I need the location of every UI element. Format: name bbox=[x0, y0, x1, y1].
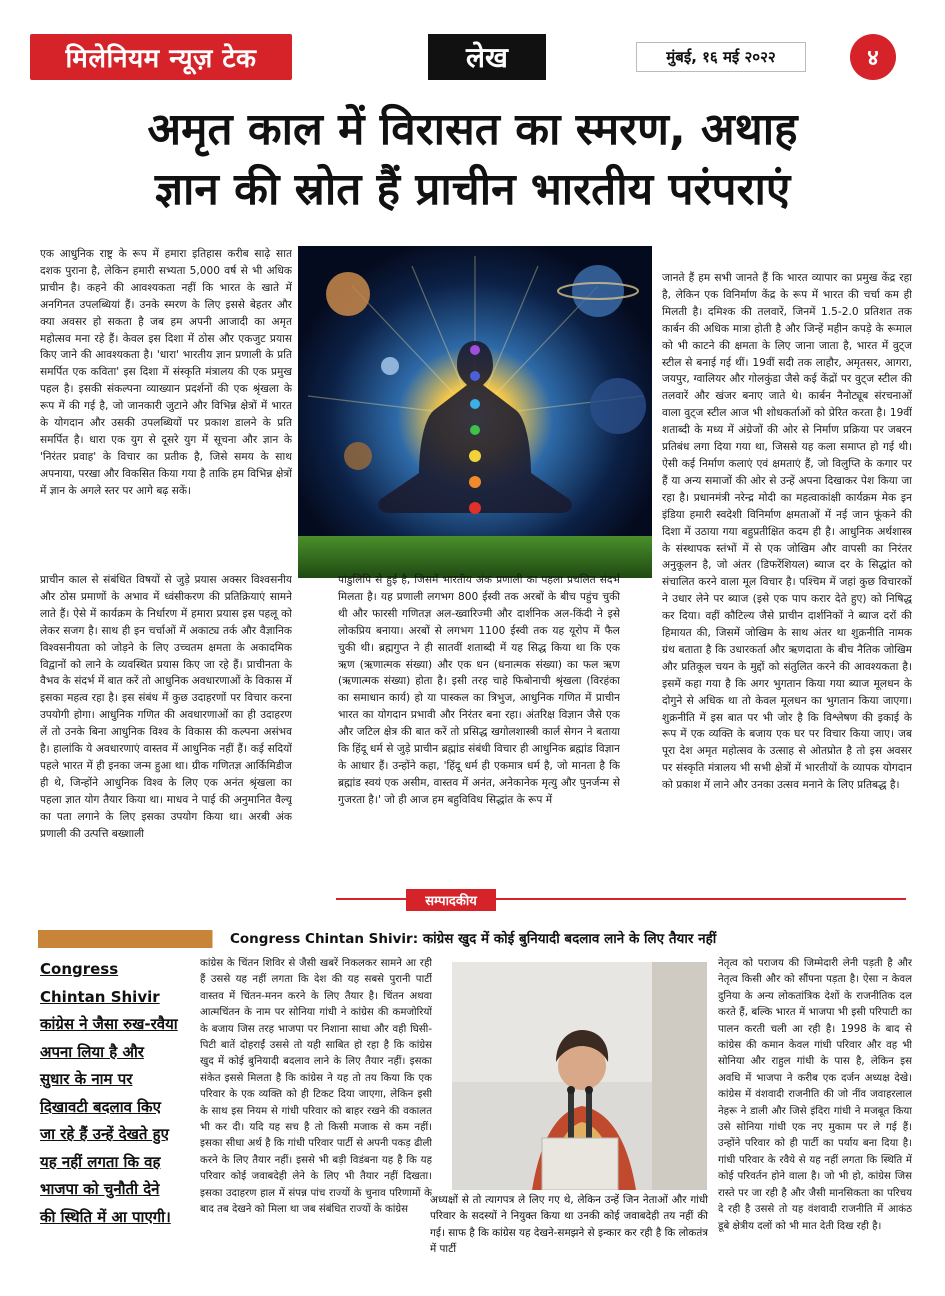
article-column-1-bottom bbox=[40, 572, 292, 872]
brand-logo bbox=[30, 34, 292, 80]
editorial-text: कांग्रेस के चिंतन शिविर से जैसी खबरें निकलकर सामने आ रही हैं उससे यह नहीं लगता कि देश की यह सबसे पुरानी पार्टी वास्तव में चिंतन-मनन करने के लिए तैयार है। चिंतन अथवा आत्मचिंतन के नाम पर सोनिया गांधी ने कांग्रेस की कमजोरियों के बजाय जिस तरह भाजपा पर निशाना साधा और वही घिसी-पिटी बातें दोहराईं उससे तो यही साबित हो रहा है कि कांग्रेस खुद में कोई बुनियादी बदलाव लाने के लिए तैयार नहीं। इसका संकेत इससे मिलता है कि कांग्रेस ने यह तो तय किया कि एक परिवार के एक व्यक्ति को ही टिकट दिया जाएगा, लेकिन इसी के साथ इस नियम से गांधी परिवार को बाहर रखने की वकालत भी कर दी। यदि यह सच है तो किसी मजाक से कम नहीं। इसका सीधा अर्थ है कि गांधी परिवार पार्टी से अपनी पकड़ ढीली करने के लिए तैयार नहीं। इससे भी बड़ी विडंबना यह है कि यह परिवार कोई जवाबदेही लेने के लिए भी तैयार नहीं दिखता। इसका उदाहरण हाल में संपन्न पांच राज्यों के चुनाव परिणामों के बाद तब देखने को मिला था जब संबंधित राज्यों के कांग्रेस bbox=[200, 958, 432, 1216]
article-column-2 bbox=[338, 572, 620, 874]
article-text: एक आधुनिक राष्ट्र के रूप में हमारा इतिहास करीब साढ़े सात दशक पुराना है, लेकिन हमारी सभ्यता 5,000 वर्ष से भी अधिक प्राचीन है। कहने की आवश्यकता नहीं कि भारत के खाते में अनगिनत उपलब्धियां हैं। उनके स्मरण के लिए इससे बेहतर और क्या अवसर हो सकता है जब हम अपनी आजादी का अमृत महोत्सव मना रहे हैं। केवल इस दिशा में ठोस और एकजुट प्रयास किए जाने की आवश्यकता है। 'धारा' भारतीय ज्ञान प्रणाली के प्रति समर्पित एक कविता' इस दिशा में संस्कृति मंत्रालय की एक प्रमुख पहल है। इसकी संकल्पना व्याख्यान प्रदर्शनों की एक श्रृंखला के रूप में की गई है, जो जानकारी जुटाने और विभिन्न क्षेत्रों में भारत के योगदान और उसकी उपलब्धियों पर प्रकाश डालने के प्रति समर्पित है। धारा एक युग से दूसरे युग में सूचना और ज्ञान के 'निरंतर प्रवाह' के विचार का प्रतीक है, जिसे समय के साथ अपनाया, परखा और विकसित किया गया है ताकि हम विभिन्न क्षेत्रों में ज्ञान के अगले स्तर पर आगे बढ़ सकें। bbox=[40, 248, 292, 497]
edition-date: मुंबई, १६ मई २०२२ bbox=[636, 42, 806, 72]
speaker-photo bbox=[452, 962, 707, 1190]
article-text: प्राचीन काल से संबंधित विषयों से जुड़े प्रयास अक्सर विश्वसनीय और ठोस प्रमाणों के अभाव में ध्वंसीकरण की प्रतिक्रियाएं सामने लाते हैं। ऐसे में कार्यक्रम के निर्धारण में हमारा प्रयास इस पहलू को लेकर सजग है। साथ ही इन चर्चाओं में अकाट्य तर्क और वैज्ञानिक विश्वसनीयता को जोड़ने के लिए उच्चतम क्षमता के अकादमिक विद्वानों को लाने के व्यवस्थित प्रयास किए जा रहे हैं। प्राचीनता के वैभव के संदर्भ में बात करें तो आधुनिक अवधारणाओं के विकास में इसका महत्व रहा है। इस संबंध में कुछ उदाहरणों पर विचार करना उपयोगी होगा। आधुनिक गणित की अवधारणाओं का ही उदाहरण लें तो उनके बिना आधुनिक विश्व के विकास की कल्पना असंभव है। हालांकि ये अवधारणाएं वास्तव में आधुनिक नहीं हैं। कई सदियों पहले भारत में ही इनका जन्म हुआ था। ग्रीक गणितज्ञ आर्किमिडीज ही थे, जिन्होंने आधुनिक विश्व के लिए एक अनंत श्रृंखला का पहला ज्ञात योग तैयार किया था। माधव ने पाई की अनुमानित वैल्यू का पता लगाने के लिए इसका उपयोग किया था। अरबी अंक प्रणाली की उत्पत्ति बख्शाली bbox=[40, 574, 292, 840]
editorial-column-b bbox=[430, 1192, 708, 1257]
editorial-pull-quote bbox=[40, 956, 178, 1231]
article-column-3 bbox=[662, 270, 912, 878]
pull-quote-head: Congress Chintan Shivir bbox=[40, 960, 160, 1006]
meditation-chakra-image bbox=[298, 246, 652, 578]
speaker-photo-image bbox=[452, 962, 707, 1190]
article-text: पांडुलिपि से हुई है, जिसमें भारतीय अंक प्रणाली का पहला प्रचलित संदर्भ मिलता है। यह प्रणाली लगभग 800 ईस्वी तक अरबों के बीच पहुंच चुकी थी और फारसी गणितज्ञ अल-ख्वारिज्मी और दार्शनिक अल-किंदी ने इसे लोकप्रिय बनाया। अरबों से लगभग 1100 ईस्वी तक यह यूरोप में फैल चुकी थी। ब्रह्मगुप्त ने ही सातवीं शताब्दी में यह सिद्ध किया था कि एक ऋण (ऋणात्मक संख्या) और एक धन (धनात्मक संख्या) का फल ऋण (ऋणात्मक संख्या) होता है। इसी तरह चाहे फिबोनाची श्रृंखला (विरहंका का समाधान कार्य) हो या पास्कल का त्रिभुज, आधुनिक गणित में प्राचीन भारत का योगदान प्रभावी और निरंतर बना रहा। अंतरिक्ष विज्ञान जैसे एक और जटिल क्षेत्र की बात करें तो प्रसिद्ध खगोलशास्त्री कार्ल सेगन ने बताया कि हिंदू धर्म से जुड़े प्राचीन ब्रह्मांड संबंधी विचार ही आधुनिक ब्रह्मांड विज्ञान के आधार हैं। उन्होंने कहा, 'हिंदू धर्म ही एकमात्र धर्म है, जो मानता है कि ब्रह्मांड स्वयं एक असीम, वास्तव में अनंत, अनेकानेक मृत्यु और पुनर्जन्म से गुजरता है।' जो ही आज हम बहुविविध सिद्धांत के रूप में bbox=[338, 574, 620, 806]
brand-name: मिलेनियम न्यूज़ टेक bbox=[65, 44, 257, 74]
main-headline bbox=[20, 100, 925, 220]
editorial-column-c bbox=[718, 956, 912, 1256]
page-number: ४ bbox=[850, 34, 896, 80]
pull-quote-body: कांग्रेस ने जैसा रुख-रवैया अपना लिया है और सुधार के नाम पर दिखावटी बदलाव किए जा रहे हैं उन्हें देखते हुए यह नहीं लगता कि वह भाजपा को चुनौती देने की स्थिति में आ पाएगी। bbox=[40, 1015, 178, 1226]
editorial-tag: सम्पादकीय bbox=[406, 889, 496, 911]
editorial-title: Congress Chintan Shivir: कांग्रेस खुद में कोई बुनियादी बदलाव लाने के लिए तैयार नहीं bbox=[230, 931, 717, 947]
meditation-illustration bbox=[298, 246, 652, 578]
article-column-1-top bbox=[40, 246, 292, 568]
section-label bbox=[428, 34, 546, 80]
editorial-text: अध्यक्षों से तो त्यागपत्र ले लिए गए थे, लेकिन उन्हें जिन नेताओं और गांधी परिवार के सदस्यों ने नियुक्त किया था उनकी कोई जवाबदेही तय नहीं की गई। साफ है कि कांग्रेस यह देखने-समझने से इन्कार कर रही है कि लोकतंत्र में पार्टी bbox=[430, 1194, 708, 1255]
headline-line-1: अमृत काल में विरासत का स्मरण, अथाह bbox=[147, 104, 798, 155]
article-text: जानते हैं हम सभी जानते हैं कि भारत व्यापार का प्रमुख केंद्र रहा है, लेकिन एक विनिर्माण केंद्र के रूप में भारत की चर्चा कम ही मिलती है। दमिश्क की तलवारें, जिनमें 1.5-2.0 प्रतिशत तक कार्बन की अधिक मात्रा होती है और जिन्हें महीन कपड़े के रूमाल को भी काटने की क्षमता के लिए जाना जाता है, भारत में वुट्ज स्टील से बनाई गई थीं। 19वीं सदी तक लाहौर, अमृतसर, आगरा, जयपुर, ग्वालियर और गोलकुंडा जैसे कई केंद्रों पर वुट्ज स्टील की तलवारें और खंजर बनाए जाते थे। कार्बन नैनोट्यूब संरचनाओं वाला वुट्ज स्टील आज भी शोधकर्ताओं को प्रेरित करता है। 19वीं शताब्दी के मध्य में अंग्रेजों की ओर से निर्माण प्रक्रिया पर जबरन प्रतिबंध लगा दिया गया था, जिससे यह कला समाप्त हो गई थी। ऐसी कई निर्माण कलाएं एवं क्षमताएं हैं, जो विलुप्ति के कगार पर हैं या अन्य समाजों की ओर से उन्हें अपना दिखाकर पेश किया जा रहा है। प्रधानमंत्री नरेन्द्र मोदी का महत्वाकांक्षी कार्यक्रम मेक इन इंडिया हमारी स्वदेशी विनिर्माण क्षमताओं में नई जान फूंकने की दिशा में उठाया गया बहुप्रतीक्षित कदम ही है। आधुनिक अर्थशास्त्र के संस्थापक स्तंभों में से एक जोखिम और वापसी का निरंतर अनुकूलन है, जो अंतर (डिफरेंशियल) ब्याज दर के सिद्धांत को संचालित करने वाला मूल विचार है। पश्चिम में जहां कुछ विचारकों ने उधार लेने पर ब्याज (इसे एक पाप करार देते हुए) को निषिद्ध कर दिया। वहीं कौटिल्य जैसे प्राचीन दार्शनिकों ने ब्याज दरों की हिमायत की, जिसमें जोखिम के साथ अंतर था शुक्रनीति नामक ग्रंथ बताता है कि उधारकर्ता और ऋणदाता के बीच नैतिक जोखिम और प्रतिकूल चयन के मुद्दों को संतुलित करने की आवश्यकता है। इसमें कहा गया है कि अगर भुगतान किया गया ब्याज मूलधन के दोगुने से अधिक था तो केवल मूलधन का भुगतान किया जाएगा। शुक्रनीति में इस बात पर भी जोर है कि विश्लेषण की इकाई के रूप में एक व्यक्ति के बजाय एक घर पर विचार किया जाए। जब पूरा देश अमृत महोत्सव के उत्साह से ओतप्रोत है तो इस अवसर पर संस्कृति मंत्रालय भी सभी क्षेत्रों में भारतीयों के व्यापक योगदान को प्रकाश में लाने और उनका उत्सव मनाने के लिए प्रतिबद्ध है। bbox=[662, 272, 912, 792]
editorial-text: नेतृत्व को पराजय की जिम्मेदारी लेनी पड़ती है और नेतृत्व किसी और को सौंपना पड़ता है। ऐसा न केवल दुनिया के अन्य लोकतांत्रिक देशों के राजनीतिक दल करते हैं, बल्कि भारत में भाजपा भी इसी परिपाटी का पालन करती चली आ रही है। 1998 के बाद से कांग्रेस की कमान केवल गांधी परिवार और वह भी सोनिया और राहुल गांधी के पास है, लेकिन इस अवधि में भाजपा ने करीब एक दर्जन अध्यक्ष देखे। कांग्रेस में वंशवादी राजनीति की जो नींव जवाहरलाल नेहरू ने डाली और जिसे इंदिरा गांधी ने मजबूत किया उसे सोनिया गांधी एक नए मुकाम पर ले गई हैं। उन्होंने परिवार को ही पार्टी का पर्याय बना दिया है। गांधी परिवार के रवैये से यह नहीं लगता कि स्थिति में कोई परिवर्तन होने वाला है। जो भी हो, कांग्रेस जिस रास्ते पर जा रही है और जैसी मानसिकता का परिचय दे रही है उससे तो यह वंशवादी राजनीति में आकंठ डूबे क्षेत्रीय दलों को भी मात देती दिख रही है। bbox=[718, 958, 912, 1232]
headline-line-2: ज्ञान की स्रोत हैं प्राचीन भारतीय परंपराएं bbox=[154, 164, 791, 215]
section-name: लेख bbox=[466, 41, 508, 74]
editorial-column-a bbox=[200, 956, 432, 1256]
masthead bbox=[30, 34, 915, 82]
